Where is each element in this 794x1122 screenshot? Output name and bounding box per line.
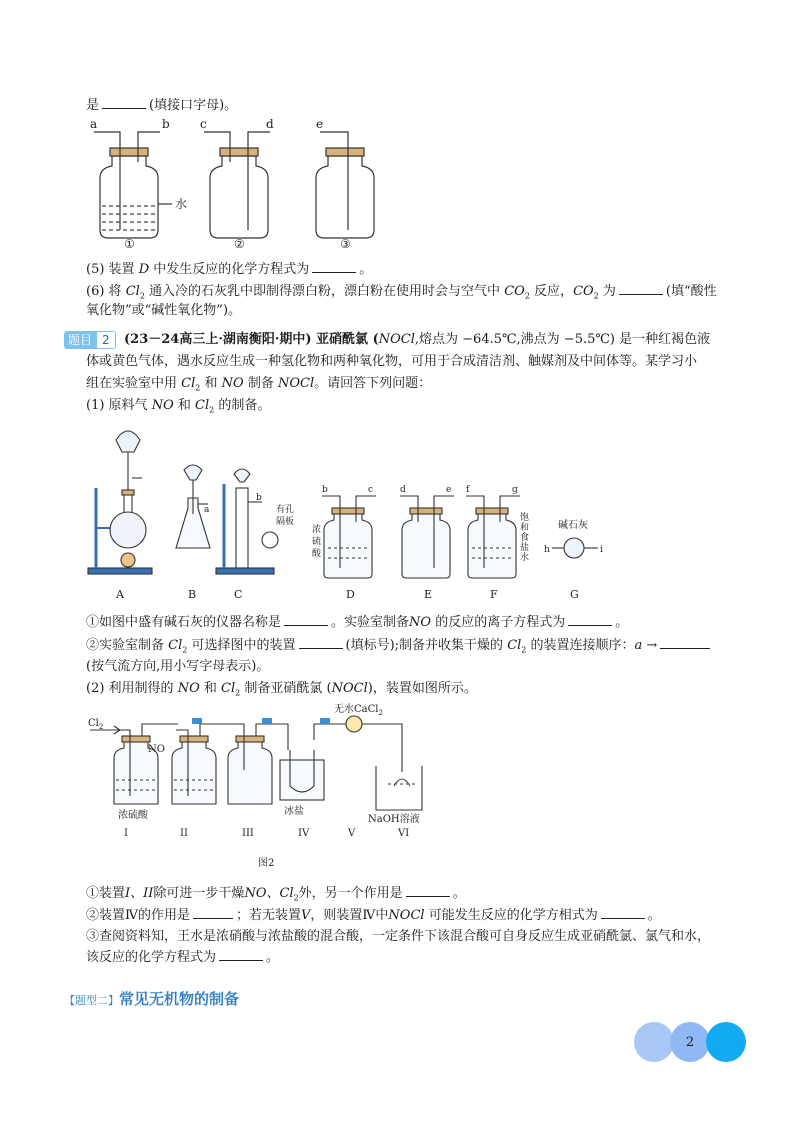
sub-d1: ①装置I、II除可进一步干燥NO、$Cl_2$外，另一个作用是 。 [86,886,466,903]
answer-blank[interactable] [312,260,356,273]
svg-text:g: g [512,485,518,495]
svg-text:b: b [256,493,262,503]
fill-line-interface: 是 (填接口字母)。 [86,98,238,113]
page-decor-circle [634,1022,674,1062]
svg-text:硫: 硫 [312,537,322,547]
answer-blank[interactable] [284,613,328,626]
question-6-cont: 氧化物”或“碱性氧化物”)。 [86,303,242,318]
answer-blank[interactable] [193,906,233,919]
t2-line1: (23－24高三上·湖南衡阳·期中) 亚硝酰氯 (NOCl,熔点为 −64.5℃,沸点为 −5.5℃) 是一种红褐色液 [124,332,711,347]
section-heading: 【题型二】常见无机物的制备 [64,990,240,1008]
label-f: F [490,588,498,601]
question-6: (6) 将 $Cl_2$ 通入冷的石灰乳中即制得漂白粉，漂白粉在使用时会与空气中 $CO_2$ 反应，$CO_2$ 为 (填“酸性 [86,284,717,301]
sub-q2-cont: (按气流方向,用小写字母表示)。 [86,659,270,674]
label-g: G [570,588,579,601]
sub-q2: ②实验室制备 $Cl_2$ 可选择图中的装置 (填标号);制备并收集干燥的 $Cl_2$ 的装置连接顺序：a → [86,636,713,660]
sub-d2: ②装置Ⅳ的作用是 ；若无装置V，则装置Ⅳ中NOCl 可能发生反应的化学方相式为 。 [86,908,661,923]
page-decor-circle-2 [706,1022,746,1062]
answer-blank[interactable] [619,282,663,295]
svg-text:饱: 饱 [520,513,530,523]
svg-text:有孔: 有孔 [276,505,295,515]
svg-text:盐: 盐 [520,543,530,553]
svg-text:d: d [400,485,406,495]
svg-text:碱石灰: 碱石灰 [558,520,588,531]
sub-d3-cont: 该反应的化学方程式为 。 [86,950,280,965]
question-tag: 题目 2 [64,331,116,349]
figure-apparatus-a-g [84,418,624,608]
port-a: a [90,118,98,131]
answer-blank[interactable] [102,96,146,109]
label-a: A [116,588,124,601]
answer-blank[interactable] [568,613,612,626]
label-c: C [234,588,243,601]
svg-text:e: e [446,485,452,495]
port-b: b [162,118,170,131]
sub-q1: ①如图中盛有碱石灰的仪器名称是 。实验室制备NO 的反应的离子方程式为 。 [86,615,629,630]
port-e: e [316,118,324,131]
bottle-label-1: ① [124,237,135,251]
svg-text:IV: IV [298,828,310,839]
figure-caption: 图2 [258,858,275,869]
port-c: c [200,118,207,131]
label-d: D [346,588,355,601]
answer-blank[interactable] [406,884,450,897]
svg-text:II: II [180,828,188,839]
answer-blank[interactable] [219,948,263,961]
svg-text:V: V [348,828,356,839]
figure-nocl-apparatus [84,700,444,870]
answer-blank[interactable] [660,636,710,649]
svg-text:h: h [544,545,550,555]
svg-text:酸: 酸 [312,549,322,559]
naoh-label: NaOH溶液 [368,814,420,825]
water-label: 水 [175,197,188,211]
svg-text:c: c [368,485,374,495]
svg-text:VI: VI [398,828,410,839]
label-e: E [424,588,433,601]
ice-salt-label: 冰盐 [284,806,304,817]
svg-text:III: III [242,828,254,839]
svg-text:浓: 浓 [312,525,322,535]
cl2-label: $Cl_2$ [88,718,104,731]
svg-text:I: I [124,828,128,839]
svg-text:f: f [466,485,470,495]
t2-line2: 体或黄色气体，遇水反应生成一种氢化物和两种氧化物，可用于合成清洁剂、触媒剂及中间体等。某学习小 [86,354,698,369]
figure-gas-bottles [80,118,380,252]
no-label: NO [148,744,165,755]
answer-blank[interactable] [601,906,645,919]
svg-text:水: 水 [520,553,530,563]
bottle-label-3: ③ [340,237,351,251]
svg-text:a: a [204,505,210,515]
svg-text:b: b [322,485,328,495]
question-5: (5) 装置 D 中发生反应的化学方程式为 。 [86,262,373,277]
page-number-badge: 2 [670,1022,710,1062]
t2-line3: 组在实验室中用 $Cl_2$ 和 NO 制备 NOCl。请回答下列问题： [86,376,432,393]
bottle-label-2: ② [234,237,245,251]
question-2-2: (2) 利用制得的 NO 和 $Cl_2$ 制备亚硝酰氯 (NOCl)，装置如图所示。 [86,681,477,698]
sub-d3: ③查阅资料知，王水是浓硝酸与浓盐酸的混合酸，一定条件下该混合酸可自身反应生成亚硝酰氯、氯气和水， [86,929,711,944]
svg-text:食: 食 [520,533,530,543]
answer-blank[interactable] [299,636,343,649]
port-d: d [266,118,274,131]
svg-text:隔板: 隔板 [276,517,295,527]
label-b: B [188,588,197,601]
svg-text:和: 和 [520,523,530,533]
cacl2-label: 无水CaCl$_2$ [334,704,383,717]
conc-h2so4-label: 浓硫酸 [118,810,148,821]
t2-q1: (1) 原料气 NO 和 $Cl_2$ 的制备。 [86,398,271,415]
svg-text:i: i [600,545,603,555]
